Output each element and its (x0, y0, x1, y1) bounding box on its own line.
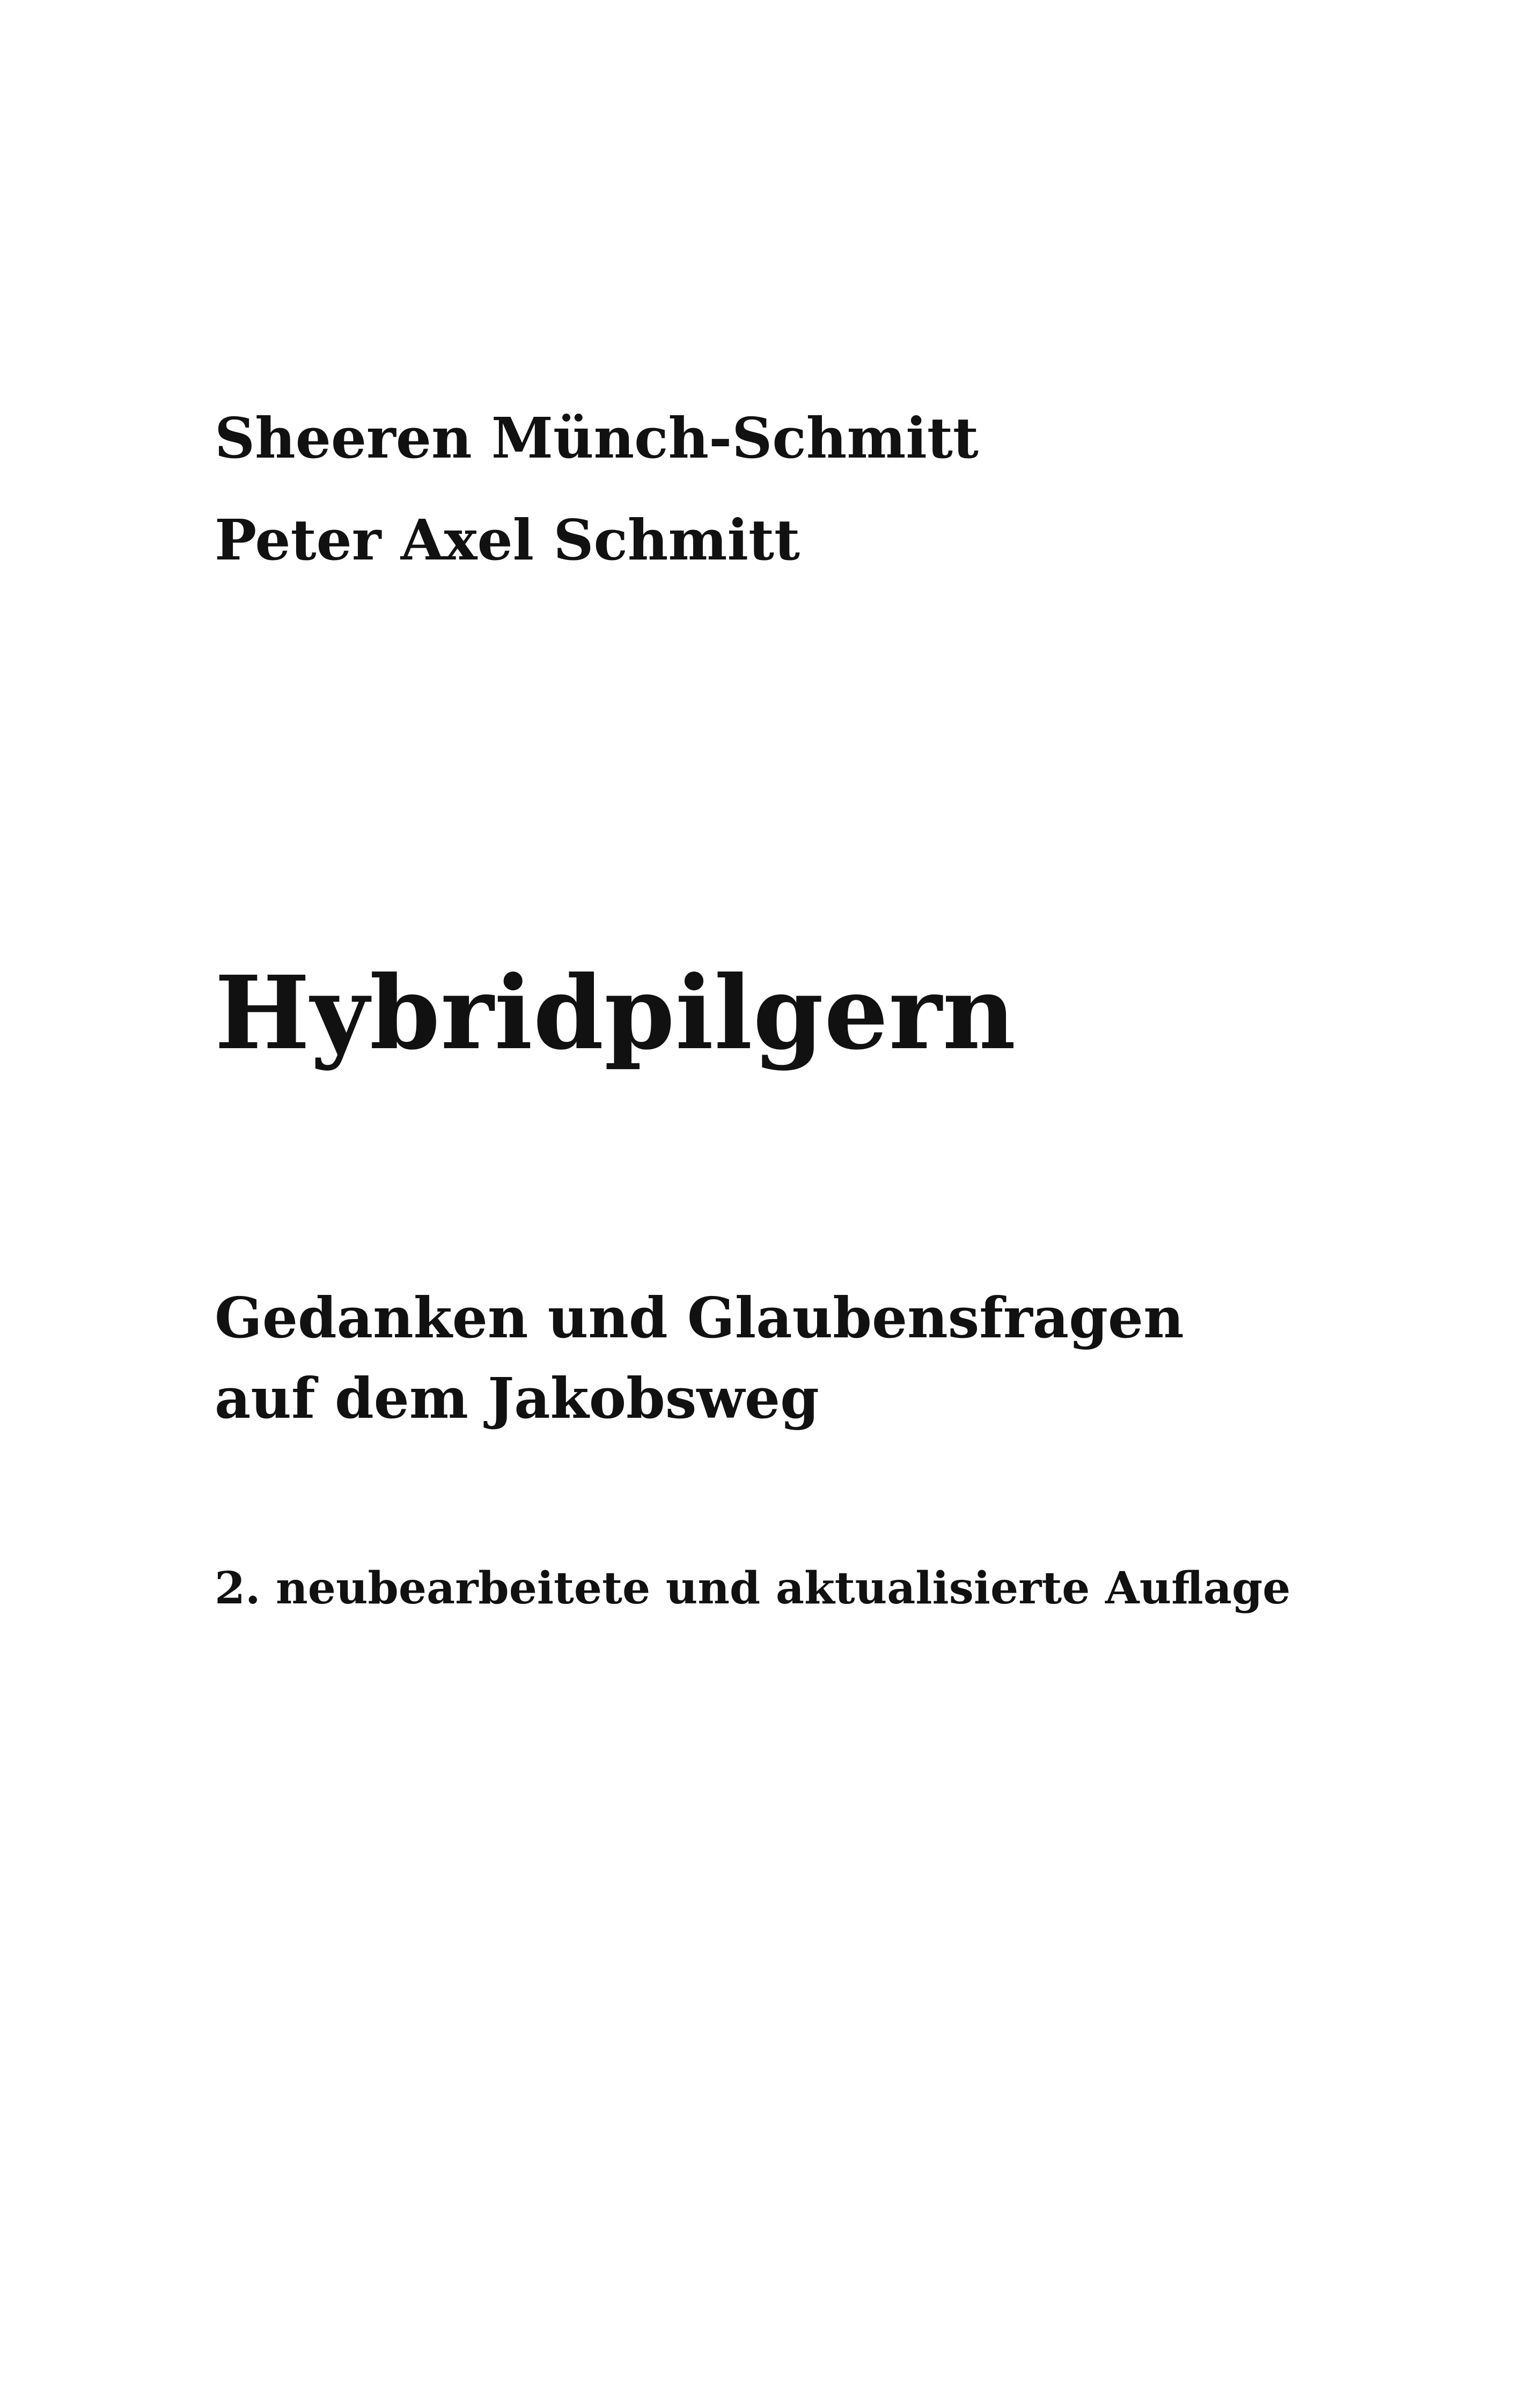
author-name: Sheeren Münch-Schmitt (215, 405, 979, 471)
edition-note: 2. neubearbeitete und aktualisierte Auflage (215, 1563, 1291, 1614)
book-title: Hybridpilgern (215, 954, 1017, 1072)
book-subtitle-line: Gedanken und Glaubensfragen (215, 1285, 1184, 1351)
book-subtitle-line: auf dem Jakobsweg (215, 1365, 819, 1431)
author-name: Peter Axel Schmitt (215, 507, 800, 573)
